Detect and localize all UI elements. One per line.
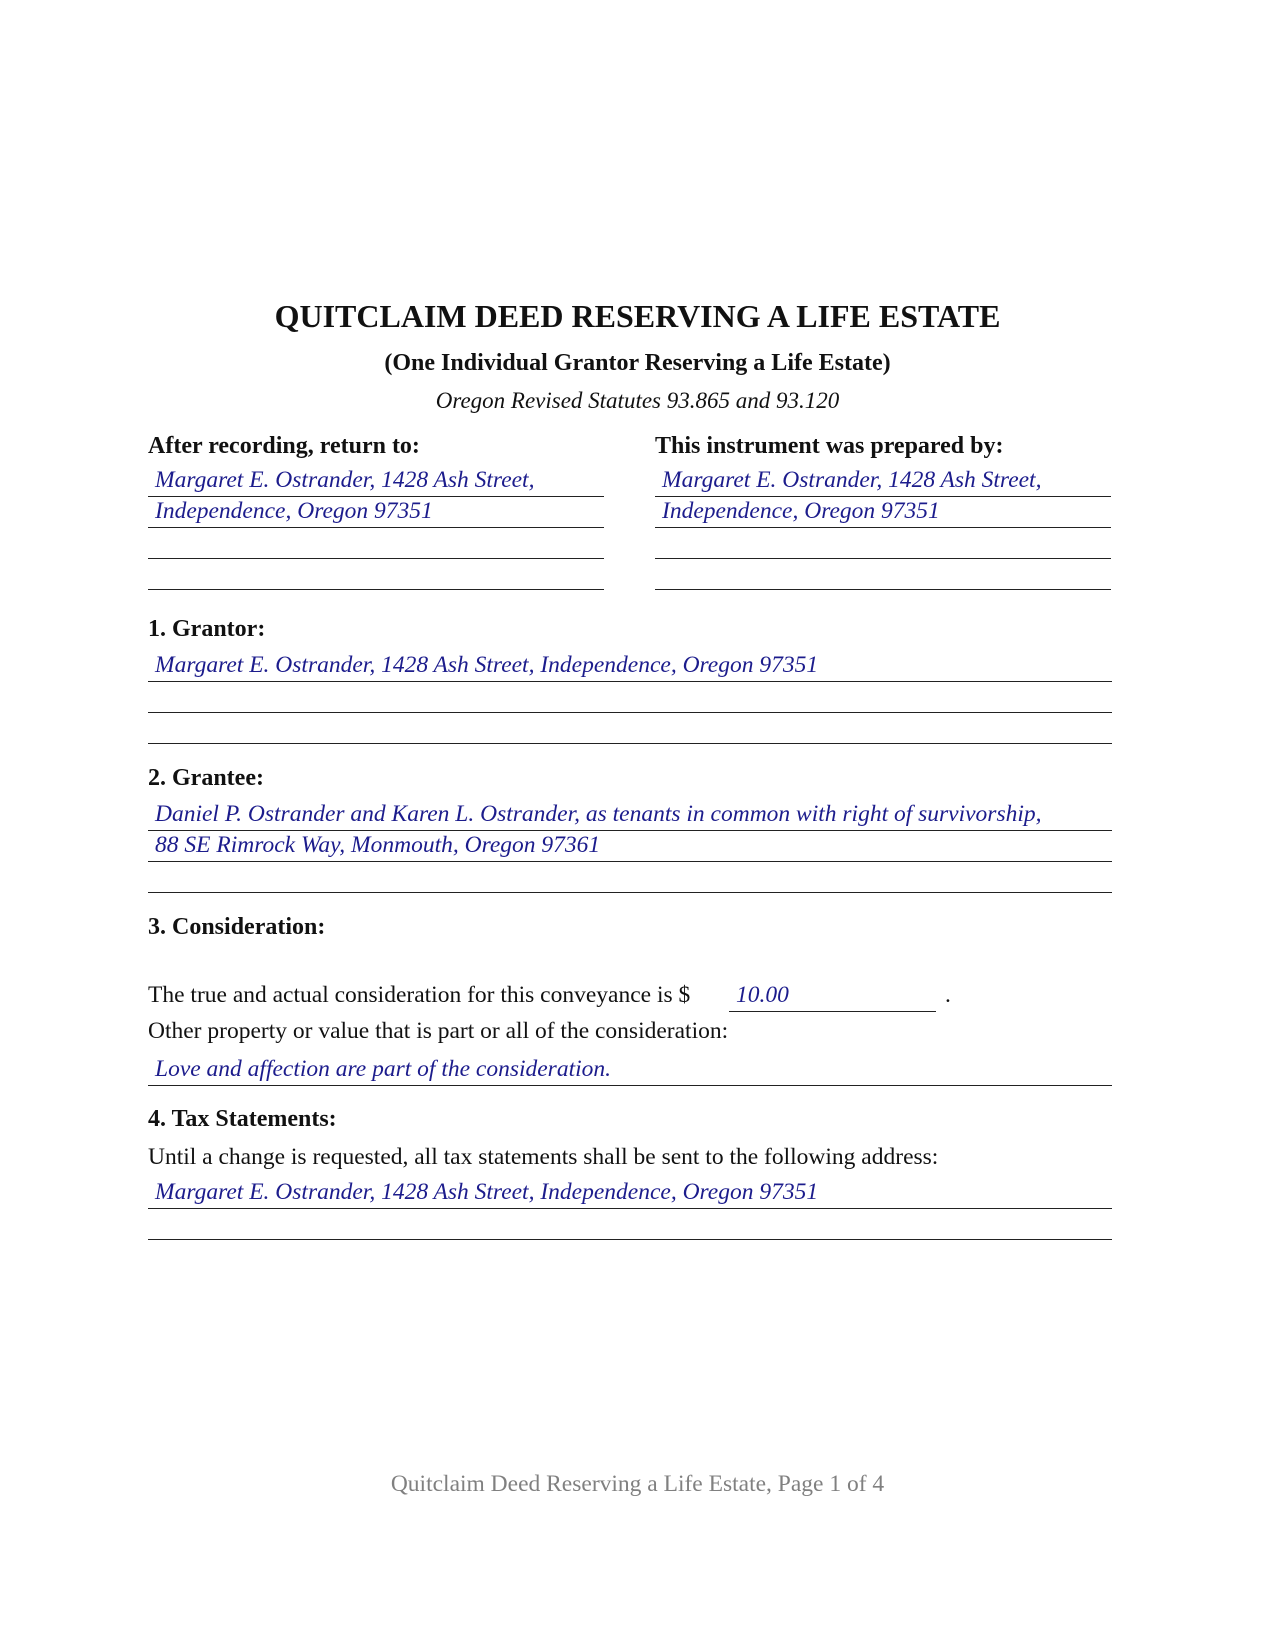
return-to-line-1[interactable] [148,466,604,497]
return-to-line-4[interactable] [148,559,604,590]
prepared-by-label: This instrument was prepared by: [655,433,1004,459]
tax-address-line-2[interactable] [148,1209,1112,1240]
grantee-line-1[interactable] [148,800,1112,831]
return-to-label: After recording, return to: [148,433,420,459]
prepared-by-line-1-value: Margaret E. Ostrander, 1428 Ash Street, [662,467,1042,493]
consideration-amount-text: The true and actual consideration for this conveyance is $ [148,982,691,1008]
consideration-period: . [945,982,951,1008]
statute-reference: Oregon Revised Statutes 93.865 and 93.120 [435,388,840,413]
other-consideration-text: Other property or value that is part or all of the consideration: [148,1018,729,1044]
grantor-label: 1. Grantor: [148,616,266,642]
consideration-amount-value: 10.00 [736,982,789,1008]
other-consideration-line[interactable] [148,1055,1112,1086]
grantor-line-2[interactable] [148,682,1112,713]
return-to-line-2-value: Independence, Oregon 97351 [155,498,433,524]
prepared-by-line-1[interactable] [655,466,1111,497]
tax-statements-instruction: Until a change is requested, all tax statements shall be sent to the following address: [148,1144,939,1170]
consideration-amount-field[interactable] [729,981,936,1012]
return-to-line-1-value: Margaret E. Ostrander, 1428 Ash Street, [155,467,535,493]
tax-address-line-1-value: Margaret E. Ostrander, 1428 Ash Street, Independence, Oregon 97351 [155,1179,819,1205]
grantor-line-1-value: Margaret E. Ostrander, 1428 Ash Street, Independence, Oregon 97351 [155,652,819,678]
prepared-by-line-2[interactable] [655,497,1111,528]
grantee-line-2-value: 88 SE Rimrock Way, Monmouth, Oregon 97361 [155,832,601,858]
grantee-label: 2. Grantee: [148,765,264,791]
tax-statements-label: 4. Tax Statements: [148,1106,337,1132]
grantee-line-1-value: Daniel P. Ostrander and Karen L. Ostrander, as tenants in common with right of survivorship, [155,801,1042,827]
grantee-line-3[interactable] [148,862,1112,893]
grantor-line-3[interactable] [148,713,1112,744]
document-subtitle: (One Individual Grantor Reserving a Life Estate) [384,350,891,376]
prepared-by-line-4[interactable] [655,559,1111,590]
prepared-by-line-3[interactable] [655,528,1111,559]
page-footer: Quitclaim Deed Reserving a Life Estate, Page 1 of 4 [390,1471,885,1497]
consideration-label: 3. Consideration: [148,914,326,940]
return-to-line-2[interactable] [148,497,604,528]
prepared-by-line-2-value: Independence, Oregon 97351 [662,498,940,524]
grantee-line-2[interactable] [148,831,1112,862]
tax-address-line-1[interactable] [148,1178,1112,1209]
return-to-line-3[interactable] [148,528,604,559]
grantor-line-1[interactable] [148,651,1112,682]
other-consideration-value: Love and affection are part of the consideration. [155,1056,612,1082]
document-title: QUITCLAIM DEED RESERVING A LIFE ESTATE [274,298,1001,334]
